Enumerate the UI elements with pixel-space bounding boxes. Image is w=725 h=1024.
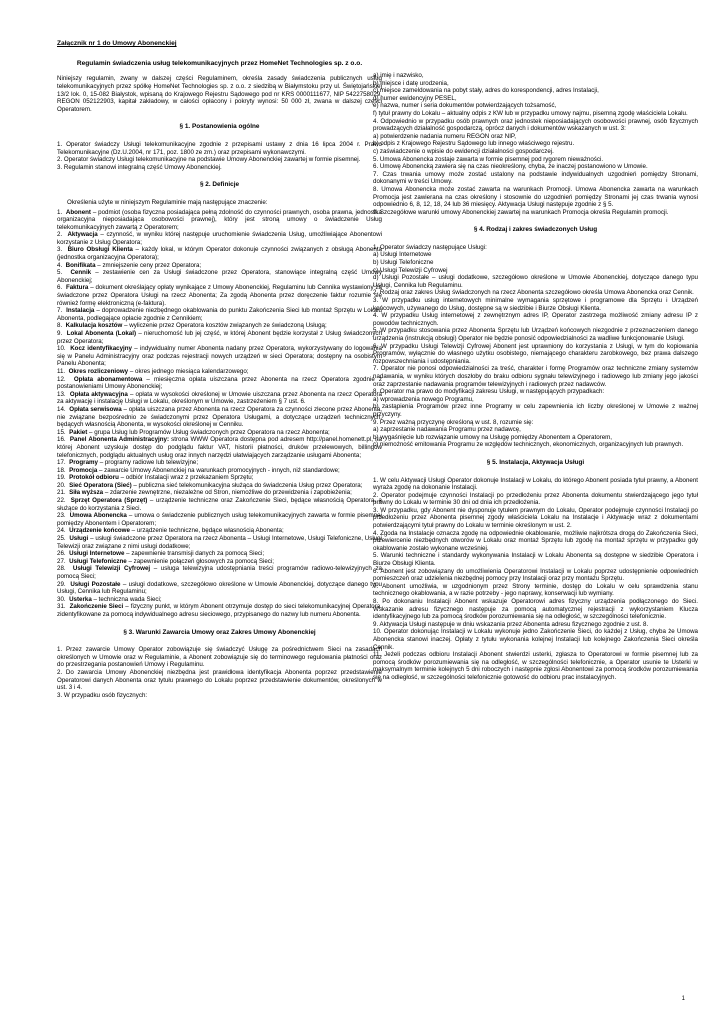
section-3-continued-list: [373, 72, 698, 216]
definition-number: 4.: [57, 261, 63, 269]
paragraph-item: 7. Abonent umożliwia, w uzgodnionym przez Strony terminie, dostęp do Lokalu w celu sprawdzenia stanu technicznego okablowania, a w razie potrzeby - jego naprawy, konserwacji lub wymiany.: [373, 582, 698, 598]
definition-number: 9.: [57, 330, 63, 338]
paragraph-item: 2. Operator świadczy Usługi telekomunikacyjne na podstawie Umowy Abonenckiej zawartej w formie pisemnej.: [57, 156, 361, 164]
definition-number: 19.: [57, 474, 66, 482]
paragraph-item: 8. Operator ma prawo do modyfikacji zakresu Usługi, w następujących przypadkach:: [373, 388, 605, 396]
paragraph-item: 6. W przypadku Usługi Telewizji Cyfrowej Abonent jest uprawniony do korzystania z Usługi, w tym do kopiowania Programów, wyłącznie do własnego użytku osobistego, niemającego charakteru zarobkowego, bez prawa dalszego rozpowszechniania i udostępniania.: [373, 342, 698, 365]
paragraph-item: a) wprowadzenia nowego Programu,: [373, 395, 474, 403]
definition-item: [57, 459, 382, 467]
paragraph-item: c) miejsce zameldowania na pobyt stały, adres do korespondencji, adres Instalacji,: [373, 87, 599, 95]
left-column: [57, 40, 382, 1010]
definition-term: Promocja: [69, 466, 98, 474]
definition-item: [57, 406, 382, 429]
definition-term: Kalkulacja kosztów: [65, 322, 123, 330]
definition-term: Aktywacja: [67, 231, 98, 239]
definition-number: 25.: [57, 535, 66, 543]
paragraph-item: b) odpis z Krajowego Rejestru Sądowego lub innego właściwego rejestru.: [373, 140, 575, 148]
definition-text: – okres jednego miesiąca kalendarzowego;: [129, 367, 249, 375]
section-3-title: § 3. Warunki Zawarcia Umowy oraz Zakres Umowy Abonenckiej: [123, 628, 316, 636]
paragraph-item: 3. W przypadku, gdy Abonent nie dysponuje tytułem prawnym do Lokalu, Operator podejmuje czynności Instalacji po przedłożeniu przez Abonenta pisemnej zgody właściciela Lokalu na Instalacje i Aktywacje wraz z dokumentami potwierdzającymi tytuł prawny do Lokalu w terminie określonym w ust. 2.: [373, 506, 698, 530]
paragraph-item: b) Usługi Telefoniczne: [373, 259, 434, 267]
definition-number: 16.: [57, 436, 66, 444]
paragraph-item: d) numer ewidencyjny PESEL,: [373, 94, 457, 102]
definition-text: – miesięczna opłata uiszczana przez Abonenta na rzecz Operatora zgodnie z postanowieniami Umowy Abonenckiej;: [57, 375, 382, 391]
paragraph-item: f) tytuł prawny do Lokalu – aktualny odpis z KW lub w przypadku umowy najmu, pisemną zgodę właściciela Lokalu.: [373, 109, 688, 117]
definition-term: Biuro Obsługi Klienta: [67, 246, 133, 254]
paragraph-item: 2. Do zawarcia Umowy Abonenckiej niezbędna jest prawidłowa identyfikacja Abonenta poprzez przedstawienie Operatorowi danych Abonenta oraz tytułu prawnego do Lokalu poprzez przedstawienie dokumentów, określonych w ust. 3 i 4.: [57, 668, 382, 692]
definition-text: – czynność, w wyniku której następuje uruchomienie świadczenia Usług, umożliwiające Abonentowi korzystanie z Usług Operatora;: [57, 231, 382, 246]
paragraph-item: 9. Aktywacja Usługi następuje w dniu wskazania przez Abonenta adresu fizycznego zgodnie z ust. 8.: [373, 620, 649, 628]
definition-term: Protokół odbioru: [69, 474, 119, 482]
definition-term: Usługi: [69, 535, 89, 543]
definition-text: – zapewnienie transmisji danych za pomocą Sieci;: [126, 550, 265, 558]
definition-item: [57, 489, 382, 497]
definition-item: [57, 376, 382, 391]
paragraph-item: 1. Przez zawarcie Umowy Operator zobowiązuje się świadczyć Usługę za pośrednictwem Sieci na zasadach określonych w Umowie oraz w Regulaminie, a Abonent zobowiązuje się do terminowego regulowania płatności oraz do przestrzegania postanowień Umowy i Regulaminu.: [57, 646, 382, 669]
definition-number: 2.: [57, 231, 63, 239]
definition-term: Bonifikata: [65, 261, 96, 269]
paragraph-item: 1. Operator świadczy Usługi telekomunikacyjne zgodnie z przepisami ustawy z dnia 16 lipca 2004 r. Prawo Telekomunikacyjne (Dz.U.2004, nr 171, poz. 1800 ze zm.) oraz przepisami wykonawczymi.: [57, 140, 382, 156]
definition-number: 15.: [57, 428, 66, 436]
paragraph-item: 9. Przez ważną przyczynę określoną w ust. 8, rozumie się:: [373, 418, 534, 426]
definition-item: [57, 497, 382, 512]
definition-item: [57, 262, 382, 270]
definition-text: – techniczna wada Sieci;: [93, 595, 162, 603]
definition-number: 10.: [57, 345, 66, 353]
section-2-intro: Określenia użyte w niniejszym Regulaminie mają następujące znaczenie:: [67, 198, 268, 206]
definition-item: [57, 482, 382, 490]
definition-item: [57, 330, 382, 345]
definition-term: Cennik: [70, 269, 92, 277]
paragraph-item: 8. Po dokonaniu Instalacji Abonent wskazuje Operatorowi adres fizyczny urządzenia podłączonego do Sieci. Wskazanie adresu fizycznego następuje za pomocą automatycznej rejestracji z wykorzystaniem Klucza identyfikacyjnego lub za pomocą środków porozumiewania się na odległość, w szczególności telefonicznie.: [373, 598, 698, 621]
definition-item: [57, 603, 382, 618]
definition-item: [57, 474, 382, 482]
definition-item: [57, 436, 382, 459]
definition-term: Abonent: [65, 208, 91, 216]
definition-term: Usterka: [69, 595, 92, 603]
definition-text: – grupa Usług lub Programów Usług świadczonych przez Operatora na rzecz Abonenta;: [89, 428, 330, 436]
definition-term: Programy: [69, 459, 98, 467]
definition-term: Usługi Internetowe: [69, 550, 125, 558]
definition-number: 12.: [57, 375, 66, 383]
definition-number: 26.: [57, 550, 66, 558]
definition-item: [57, 246, 382, 261]
paragraph-item: 6. Umowę Abonencką zawiera się na czas nieokreślony, chyba, że inaczej postanowiono w Umowie.: [373, 163, 648, 171]
paragraph-item: a) zaprzestanie nadawania Programu przez nadawcę,: [373, 426, 521, 434]
definition-number: 28.: [57, 565, 66, 573]
definition-text: – indywidualny numer Abonenta nadany przez Operatora, wykorzystywany do logowania się w Panelu Administracyjny oraz podczas rejestracji nowych urządzeń w sieci Operatora; dostępny na osobistym Panelu Abonenta;: [57, 345, 382, 368]
definition-text: – zdarzenie zewnętrzne, niezależne od Stron, niemożliwe do przewidzenia i zapobieżenia;: [104, 489, 352, 497]
definition-term: Usługi Pozostałe: [70, 580, 121, 588]
paragraph-item: 7. Operator nie ponosi odpowiedzialności za treść, charakter i formę Programów oraz techniczne zmiany systemów nadawania, w wyniku których doszłoby do braku odbioru sygnału telewizyjnego i radiowego lub zmiany jego jakości oraz zaprzestanie nadawania programów telewizyjnych i radiowych przez nadawców.: [373, 365, 698, 388]
definition-number: 21.: [57, 489, 66, 497]
definition-text: – zapewnienie połączeń głosowych za pomocą Sieci;: [128, 557, 274, 565]
definition-term: Sprzęt Operatora (Sprzęt): [70, 497, 148, 505]
definition-item: [57, 535, 382, 550]
paragraph-item: 3. W przypadku usług internetowych minimalne wymagania sprzętowe i programowe dla Sprzętu i Urządzeń końcowych, używanego do Usług, dostępne są w siedzibie i Biurze Obsługi Klienta.: [373, 297, 698, 312]
definition-text: – nieruchomość lub jej część, w której Abonent będzie korzystał z Usług świadczonych przez Operatora;: [57, 330, 382, 345]
definition-number: 18.: [57, 466, 66, 474]
section-3-list: [57, 646, 382, 699]
paragraph-item: 10. Operator dokonując Instalacji w Lokalu wykonuje jedno Zakończenie Sieci, do każdej z Usług, chyba że Umowa Abonencka stanowi inaczej. Opłaty z tytułu wykonania kolejnej Instalacji lub kolejnego Zakończenia Sieci określa Cennik.: [373, 628, 698, 651]
section-5-list: [373, 477, 698, 682]
definition-number: 11.: [57, 367, 66, 375]
definition-term: Opłata abonamentowa: [73, 375, 143, 383]
definition-term: Kocz identyfikacyjny: [70, 345, 132, 353]
definition-text: – doprowadzenie niezbędnego okablowania do punktu Zakończenia Sieci lub montaż Sprzętu w Lokalu Abonenta, podlegające opłacie zgodnie z Cennikiem;: [57, 307, 382, 322]
paragraph-item: b) zastąpienia Programów przez inne Programy w celu zapewnienia ich liczby określonej w Umowie z ważnej przyczyny.: [373, 403, 698, 418]
definition-text: – urządzenie techniczne oraz Zakończenie Sieci, będące własnością Operatora, a służące do korzystania z Sieci.: [57, 497, 382, 512]
definition-item: [57, 322, 382, 330]
paragraph-item: 1. W celu Aktywacji Usługi Operator dokonuje Instalacji w Lokalu, do którego Abonent posiada tytuł prawny, a Abonent wyraża zgodę na dokonanie Instalacji.: [373, 476, 698, 492]
definition-item: [57, 565, 382, 580]
definition-text: – odbiór Instalacji wraz z przekazaniem Sprzętu;: [120, 474, 254, 482]
definition-number: 31.: [57, 603, 66, 611]
definition-term: Opłata aktywacyjna: [69, 390, 128, 398]
definition-item: [57, 527, 382, 535]
definition-number: 14.: [57, 405, 66, 413]
definition-number: 30.: [57, 595, 66, 603]
definition-number: 17.: [57, 459, 66, 467]
definition-item: [57, 558, 382, 566]
definition-text: – programy radiowe lub telewizyjne;: [99, 459, 199, 467]
paragraph-item: 11. Jeżeli podczas odbioru Instalacji Abonent stwierdzi usterki, zgłasza to Operatorowi w formie pisemnej lub za pomocą środków porozumiewania się na odległość, w szczególności telefonicznie, a Operator usunie te Usterki w maksymalnym terminie kolejnych 5 dni roboczych i następnie zgłosi Abonentowi za pomocą środków porozumiewania się na odległość, w szczególności telefonicznie gotowość do odbioru prac instalacyjnych.: [373, 651, 698, 681]
definition-text: – zestawienie cen za Usługi świadczone przez Operatora, stanowiące integralną część Umowy Abonenckiej;: [57, 269, 382, 284]
definition-text: – opłata w wysokości określonej w Umowie uiszczana przez Abonenta na rzecz Operatora za aktywację i instalację Usługi w Lokalu, określonym w Umowie, zastrzeżeniem § 7 ust. 6.: [57, 390, 382, 406]
paragraph-item: 2. Operator podejmuje czynności Instalacji po przedłożeniu przez Abonenta dokumentu stwierdzającego jego tytuł prawny do Lokalu w terminie 30 dni od dnia ich przedłożenia.: [373, 491, 698, 507]
definition-item: [57, 391, 382, 406]
definition-item: [57, 429, 382, 437]
definition-item: [57, 345, 382, 368]
definition-term: Panel Abonenta Administracyjny:: [69, 436, 170, 444]
paragraph-item: 5. Umowa Abonencka zostaje zawarta w formie pisemnej pod rygorem nieważności.: [373, 155, 604, 163]
paragraph-item: 5. W przypadku stosowania przez Abonenta Sprzętu lub Urządzeń końcowych niezgodnie z przeznaczeniem danego urządzenia (instrukcją obsługi) Operator nie będzie ponosić odpowiedzialności za wadliwe funkcjonowanie Usługi.: [373, 327, 698, 342]
definition-term: Pakiet: [69, 428, 88, 436]
definition-number: 6.: [57, 284, 63, 292]
definition-text: – podmiot (osoba fizyczna posiadająca pełną zdolność do czynności prawnych, osoba prawna, jednostka organizacyjna nieposiadająca osobowości prawnej), który jest stroną umowy o świadczenie Usług telekomunikacyjnych zawartą z Operatorem;: [57, 208, 382, 231]
paragraph-item: 3. Regulamin stanowi integralną część Umowy Abonenckiej.: [57, 163, 222, 171]
definition-text: – fizyczny punkt, w którym Abonent otrzymuje dostęp do sieci telekomunikacyjnej Operatora, zidentyfikowane za pomocą indywidualnego adresu sieciowego, przypisanego do nazwy lub numeru Abonenta.: [57, 603, 382, 618]
definition-term: Lokal Abonenta (Lokal): [66, 330, 137, 338]
definition-term: Sieć Operatora (Sieć): [69, 481, 132, 489]
annex-heading: Załącznik nr 1 do Umowy Abonenckiej: [57, 40, 177, 47]
paragraph-item: 1. Operator świadczy następujące Usługi:: [373, 243, 487, 251]
paragraph-item: a) imię i nazwisko,: [373, 72, 424, 79]
definition-text: strona WWW Operatora dostępna pod adresem http://panel.homenett.pl, na której Abonent uzyskuje dostęp do podglądu faktur VAT, historii płatności, druków przelewowych, billingów telefonicznych, podglądu aktualnych usług oraz innych narzędzi ułatwiających zarządzanie usługami Abonenta;: [57, 436, 382, 459]
definition-text: – zawarcie Umowy Abonenckiej na warunkach promocyjnych - innych, niż standardowe;: [99, 466, 340, 474]
definition-term: Faktura: [65, 284, 89, 292]
paragraph-item: 3. W przypadku osób fizycznych:: [57, 691, 148, 699]
definition-item: [57, 581, 382, 596]
paragraph-item: 6. Abonent jest zobowiązany do umożliwienia Operatorowi Instalacji w Lokalu poprzez udostępnienie odpowiednich pomieszczeń oraz udzielenia niezbędnej pomocy przy Instalacji oraz przy montażu Sprzętu.: [373, 567, 698, 583]
right-column: [373, 72, 698, 1010]
definition-number: 7.: [57, 307, 63, 315]
paragraph-item: a) potwierdzenie nadania numeru REGON oraz NIP,: [373, 132, 516, 140]
definition-text: – opłata uiszczana przez Abonenta na rzecz Operatora za czynności zlecone przez Abonenta, nie związane bezpośrednio ze świadczonymi przez Operatora Usługami, a dotyczące urządzeń technicznych, będących własnością Abonenta, w wysokości określonej w Cenniku.: [57, 405, 382, 429]
section-1-title: § 1. Postanowienia ogólne: [179, 123, 260, 131]
paragraph-item: 5. Warunki techniczne i standardy wykonywania Instalacji w Lokalu Abonenta są dostępne w siedzibie Operatora i Biurze Obsługi Klienta.: [373, 552, 698, 568]
definition-term: Urządzenie końcowe: [69, 527, 130, 535]
paragraph-item: 4. Odpowiednio w przypadku osób prawnych oraz jednostek nieposiadających osobowości prawnej, osób fizycznych prowadzących działalność gospodarczą, oprócz danych i dokumentów wskazanych w ust. 3:: [373, 117, 698, 133]
section-5-title: § 5. Instalacja, Aktywacja Usługi: [486, 458, 585, 466]
definition-number: 8.: [57, 322, 63, 330]
definition-term: Okres rozliczeniowy: [68, 367, 129, 375]
definition-text: – publiczna sieć telekomunikacyjna służąca do świadczenia Usług przez Operatora;: [133, 481, 363, 489]
paragraph-item: c) zaświadczenie o wpisie do ewidencji działalności gospodarczej.: [373, 147, 554, 155]
page-number: 1: [681, 996, 685, 1002]
regulation-title: Regulamin świadczenia usług telekomunikacyjnych przez HomeNet Technologies sp. z o.o.: [76, 59, 363, 67]
definition-number: 5.: [57, 269, 63, 277]
definition-item: [57, 307, 382, 322]
paragraph-item: d) Usługi Pozostałe – usługi dodatkowe, szczegółowo określone w Umowie Abonenckiej, dotyczące danego typu Usługi, Cennika lub Regulaminu.: [373, 274, 698, 289]
definition-item: [57, 368, 382, 376]
definition-text: – usługi dodatkowe, szczegółowo określone w Umowie Abonenckiej, dotyczące danego typu Usługi, Cennika lub Regulaminu;: [57, 580, 382, 596]
definition-number: 29.: [57, 580, 66, 588]
definition-term: Umowa Abonencka: [69, 512, 127, 520]
definition-text: – wyliczenie przez Operatora kosztów związanych ze świadczoną Usługą;: [124, 322, 327, 330]
definition-item: [57, 467, 382, 475]
definition-item: [57, 596, 382, 604]
paragraph-item: c) niemożność emitowania Programu ze względów technicznych, ekonomicznych, organizacyjnych lub prawnych.: [373, 441, 684, 449]
definition-term: Usługi Telefoniczne: [69, 557, 127, 565]
definition-item: [57, 284, 382, 307]
definition-text: – usługi świadczone przez Operatora na rzecz Abonenta – Usługi Internetowe, Usługi Telefoniczne, Usługi Telewizji oraz związane z nimi usługi dodatkowe;: [57, 535, 382, 550]
definition-number: 1.: [57, 208, 63, 216]
section-2-title: § 2. Definicje: [199, 181, 240, 189]
definition-term: Zakończenie Sieci: [69, 603, 124, 611]
definition-number: 3.: [57, 246, 63, 254]
section-1-list: [57, 141, 382, 171]
definition-text: – dokument określający opłaty wynikające z Umowy Abonenckiej, Regulaminu lub Cennika wystawiony za świadczone przez Operatora Usługi na rzecz Abonenta; Za zgodą Abonenta przez doręczenie faktur rozumie się również formę elektroniczną (e-faktura).: [57, 284, 382, 307]
definition-item: [57, 512, 382, 527]
definition-number: 23.: [57, 512, 66, 520]
paragraph-item: b) wygaśnięcie lub rozwiązanie umowy na Usługę pomiędzy Abonentem a Operatorem,: [373, 433, 613, 441]
paragraph-item: e) nazwa, numer i seria dokumentów potwierdzających tożsamość,: [373, 102, 557, 110]
definition-number: 22.: [57, 497, 66, 505]
intro-paragraph: Niniejszy regulamin, zwany w dalszej części Regulaminem, określa zasady świadczenia publicznych usług telekomunikacyjnych przez spółkę HomeNet Technologies sp. z o.o. z siedzibą w Białymstoku przy ul. Świętojańskiej 13/2 lok. 0, 15-082 Białystok, wpisaną do Krajowego Rejestru Sądowego pod nr KRS 0000111677, NIP 5422758029, REGON 052122903, kapitał zakładowy, w całości opłacony i pokryty wynosi: 50 000 zł, zwana w dalszej części Operatorem.: [57, 75, 382, 113]
definition-term: Opłata serwisowa: [69, 405, 122, 413]
paragraph-item: a) Usługi Internetowe: [373, 251, 432, 259]
definition-number: 20.: [57, 481, 66, 489]
definition-number: 13.: [57, 390, 66, 398]
definition-text: – umowa o świadczenie publicznych usług telekomunikacyjnych zawarta w formie pisemnej pomiędzy Abonentem i Operatorem;: [57, 512, 382, 527]
definition-term: Instalacja: [66, 307, 95, 315]
paragraph-item: 7. Czas trwania umowy może zostać ustalony na podstawie indywidualnych uzgodnień pomiędzy Stronami, dokonanymi w treści Umowy.: [373, 170, 698, 186]
definition-number: 24.: [57, 527, 66, 535]
section-4-list: [373, 244, 698, 449]
paragraph-item: 4. Zgoda na Instalacje oznacza zgodę na odpowiednie okablowanie, możliwie najkrótsza drogą do Zakończenia Sieci, przewiercenie niezbędnych otworów w Lokalu oraz montaż Sprzętu lub zgodę na montaż sprzętu w przypadku gdy okablowanie zostało wykonane wcześniej.: [373, 529, 698, 552]
paragraph-item: 8. Umowa Abonencka może zostać zawarta na warunkach Promocji. Umowa Abonencka zawarta na warunkach Promocja jest zawierana na czas określony i stosownie do uzgodnień pomiędzy Stronami jej czas trwania wynosi odpowiednio 6, 8, 12, 18, 24 lub 36 miesięcy. Aktywacja Usługi następuje zgodnie z § 5.: [373, 185, 698, 209]
definition-item: [57, 209, 382, 232]
definition-text: – usługa telewizyjna udostępniania treści programów radiowo-telewizyjnych za pomocą Sieci;: [57, 565, 382, 581]
paragraph-item: b) miejsce i datę urodzenia,: [373, 79, 449, 87]
definition-text: – każdy lokal, w którym Operator dokonuje czynności związanych z obsługą Abonenta (jednostka organizacyjna Operatora);: [57, 246, 382, 262]
paragraph-item: 9. Szczegółowe warunki umowy Abonenckiej zawartej na warunkach Promocja określa Regulamin promocji.: [373, 208, 669, 216]
definition-term: Siła wyższa: [69, 489, 104, 497]
paragraph-item: 2. Rodzaj oraz zakres Usług świadczonych na rzecz Abonenta szczegółowo określa Umowa Abonencka oraz Cennik.: [373, 289, 694, 297]
paragraph-item: c) Usługi Telewizji Cyfrowej: [373, 266, 448, 274]
section-4-title: § 4. Rodzaj i zakres świadczonych Usług: [473, 226, 598, 234]
definition-text: – urządzenie techniczne, będące własnością Abonenta;: [131, 527, 284, 535]
definition-number: 27.: [57, 557, 66, 565]
definition-term: Usługi Telewizji Cyfrowej: [72, 565, 151, 573]
definition-item: [57, 550, 382, 558]
definitions-list: [57, 209, 382, 619]
definition-item: [57, 231, 382, 246]
definition-text: – zmniejszenie ceny przez Operatora;: [97, 261, 202, 269]
definition-item: [57, 269, 382, 284]
paragraph-item: 4. W przypadku Usług internetowej z zewnętrznym adres IP, Operator zastrzega możliwość zmiany adresu IP z powodów technicznych.: [373, 312, 698, 327]
